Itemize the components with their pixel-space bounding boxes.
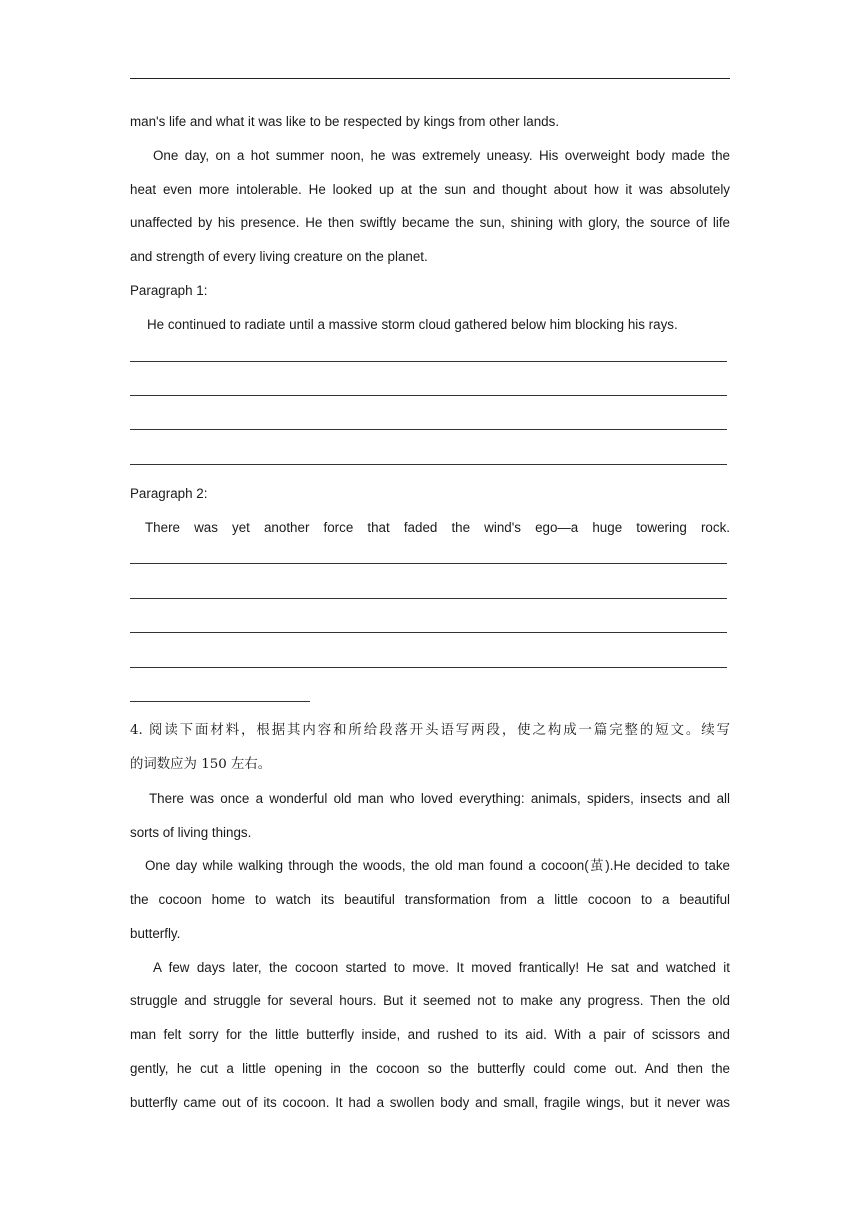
paragraph1-opening: He continued to radiate until a massive storm cloud gathered below him blocking his rays. xyxy=(147,317,678,332)
story-line: man's life and what it was like to be respected by kings from other lands. xyxy=(130,114,560,129)
paragraph1-label: Paragraph 1: xyxy=(130,283,208,298)
passage-line: sorts of living things. xyxy=(130,825,252,840)
paragraph2-opening: There was yet another force that faded the wind's ego—a huge towering rock. xyxy=(145,520,730,535)
story-line: unaffected by his presence. He then swiftly became the sun, shining with glory, the source of life xyxy=(130,215,730,230)
answer-line-short[interactable] xyxy=(130,701,310,702)
answer-line[interactable] xyxy=(130,667,727,668)
passage-line: There was once a wonderful old man who loved everything: animals, spiders, insects and all xyxy=(149,791,730,806)
passage-line: gently, he cut a little opening in the cocoon so the butterfly could come out. And then the xyxy=(130,1061,730,1076)
story-line: heat even more intolerable. He looked up at the sun and thought about how it was absolutely xyxy=(130,182,730,197)
answer-line[interactable] xyxy=(130,429,727,430)
question4-prompt: 4. 阅读下面材料，根据其内容和所给段落开头语写两段，使之构成一篇完整的短文。续写 xyxy=(130,723,730,738)
question4-prompt-cont: 的词数应为 150 左右。 xyxy=(130,757,272,772)
passage-line: struggle and struggle for several hours. But it seemed not to make any progress. Then the old xyxy=(130,993,730,1008)
paragraph2-label: Paragraph 2: xyxy=(130,486,208,501)
header-rule xyxy=(130,78,730,79)
answer-line[interactable] xyxy=(130,598,727,599)
passage-line: butterfly came out of its cocoon. It had a swollen body and small, fragile wings, but it never was xyxy=(130,1095,730,1110)
answer-line[interactable] xyxy=(130,361,727,362)
passage-line: A few days later, the cocoon started to move. It moved frantically! He sat and watched it xyxy=(153,960,730,975)
story-line: One day, on a hot summer noon, he was extremely uneasy. His overweight body made the xyxy=(153,148,730,163)
answer-line[interactable] xyxy=(130,563,727,564)
passage-line: man felt sorry for the little butterfly inside, and rushed to its aid. With a pair of scissors and xyxy=(130,1027,730,1042)
passage-line: the cocoon home to watch its beautiful transformation from a little cocoon to a beautiful xyxy=(130,892,730,907)
story-line: and strength of every living creature on the planet. xyxy=(130,249,428,264)
passage-line: One day while walking through the woods, the old man found a cocoon(茧).He decided to take xyxy=(145,858,730,873)
passage-line: butterfly. xyxy=(130,926,181,941)
answer-line[interactable] xyxy=(130,464,727,465)
answer-line[interactable] xyxy=(130,395,727,396)
answer-line[interactable] xyxy=(130,632,727,633)
